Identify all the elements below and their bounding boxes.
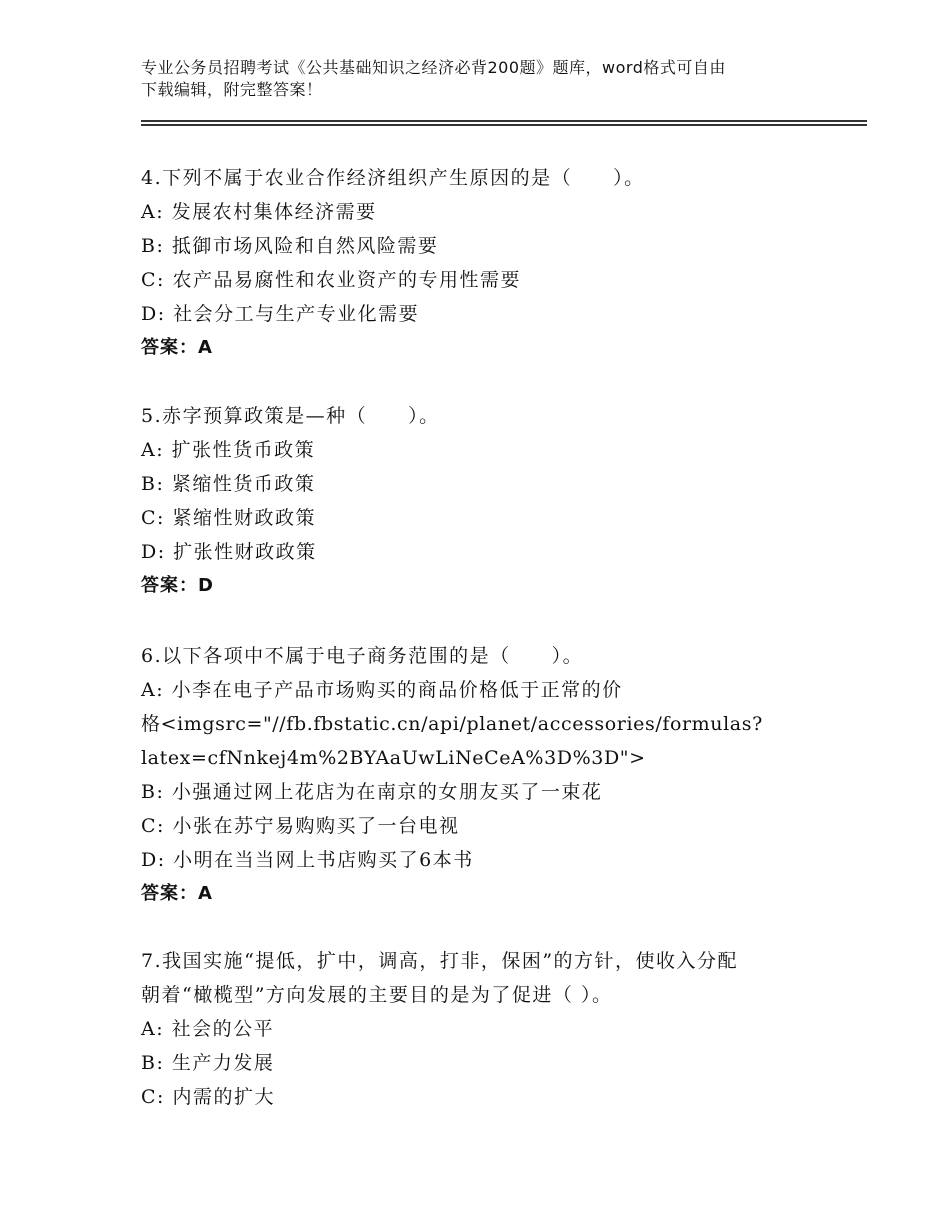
question-7 bbox=[141, 944, 841, 1114]
option-a: A: 扩张性货币政策 bbox=[141, 439, 316, 461]
question-5 bbox=[141, 399, 841, 603]
option-b: B: 紧缩性货币政策 bbox=[141, 473, 316, 495]
option-d: D: 社会分工与生产专业化需要 bbox=[141, 303, 420, 325]
option-c: C: 农产品易腐性和农业资产的专用性需要 bbox=[141, 269, 521, 291]
option-a-line-2: 格<imgsrc="//fb.fbstatic.cn/api/planet/accessories/formulas? bbox=[141, 713, 763, 735]
option-b: B: 生产力发展 bbox=[141, 1052, 275, 1074]
option-a: A: 社会的公平 bbox=[141, 1018, 275, 1040]
option-b: B: 抵御市场风险和自然风险需要 bbox=[141, 235, 439, 257]
option-d: D: 小明在当当网上书店购买了6本书 bbox=[141, 849, 474, 871]
header-divider-top bbox=[141, 120, 867, 122]
answer-label: 答案：D bbox=[141, 575, 214, 596]
header-line-1: 专业公务员招聘考试《公共基础知识之经济必背200题》题库，word格式可自由 bbox=[141, 58, 726, 77]
question-stem: 5.赤字预算政策是—种（ ）。 bbox=[141, 405, 440, 427]
question-stem-line-1: 7.我国实施“提低，扩中，调高，打非，保困”的方针，使收入分配 bbox=[141, 950, 739, 972]
option-a-line-1: A: 小李在电子产品市场购买的商品价格低于正常的价 bbox=[141, 679, 623, 701]
option-c: C: 内需的扩大 bbox=[141, 1086, 275, 1108]
header-divider-bottom bbox=[141, 124, 867, 126]
question-stem: 6.以下各项中不属于电子商务范围的是（ ）。 bbox=[141, 645, 584, 667]
option-c: C: 小张在苏宁易购购买了一台电视 bbox=[141, 815, 460, 837]
question-6 bbox=[141, 639, 841, 911]
option-a-line-3: latex=cfNnkej4m%2BYAaUwLiNeCeA%3D%3D"> bbox=[141, 747, 646, 769]
header-line-2: 下载编辑，附完整答案！ bbox=[141, 80, 323, 99]
option-d: D: 扩张性财政政策 bbox=[141, 541, 317, 563]
option-c: C: 紧缩性财政政策 bbox=[141, 507, 316, 529]
option-b: B: 小强通过网上花店为在南京的女朋友买了一束花 bbox=[141, 781, 603, 803]
question-stem-line-2: 朝着“橄榄型”方向发展的主要目的是为了促进（ ）。 bbox=[141, 984, 613, 1006]
answer-label: 答案：A bbox=[141, 883, 213, 904]
question-stem: 4.下列不属于农业合作经济组织产生原因的是（ ）。 bbox=[141, 167, 645, 189]
question-4 bbox=[141, 161, 841, 365]
answer-label: 答案：A bbox=[141, 337, 213, 358]
document-header bbox=[141, 57, 821, 101]
option-a: A: 发展农村集体经济需要 bbox=[141, 201, 377, 223]
